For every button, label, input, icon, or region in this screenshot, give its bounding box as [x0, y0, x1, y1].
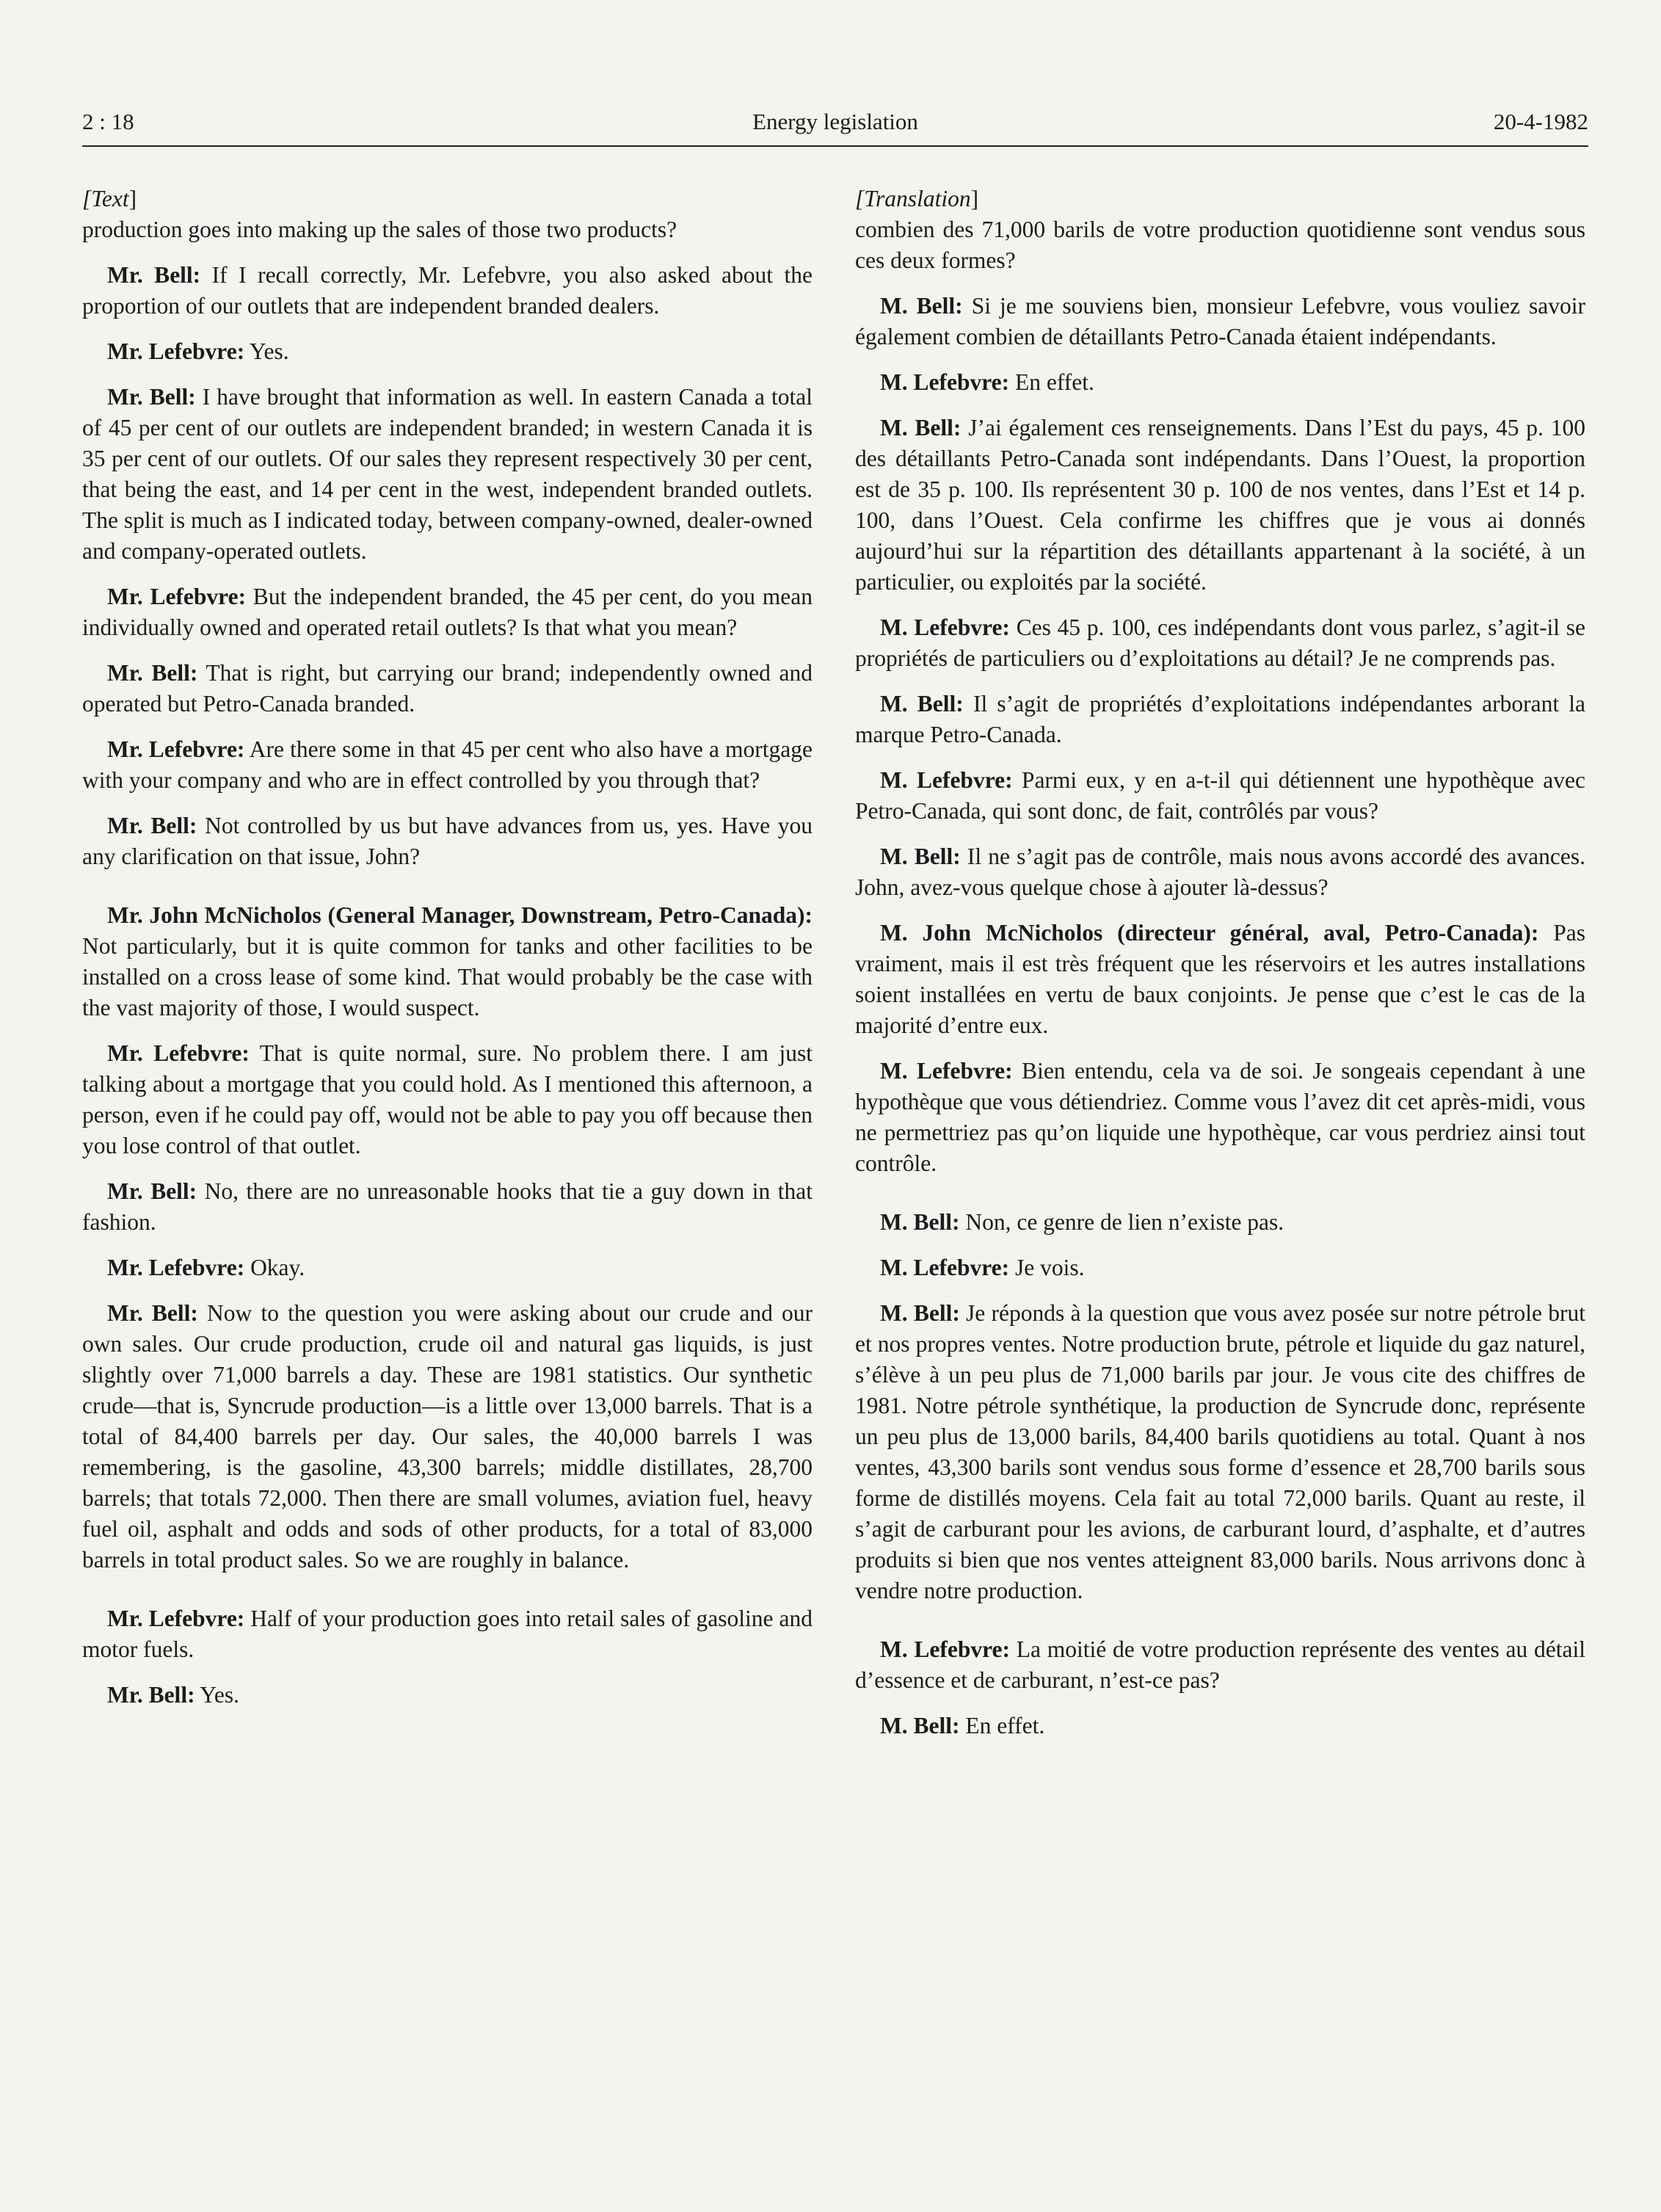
speech-text: Pas vraiment, mais il est très fréquent que les réservoirs et les autres installations soient installées en vertu de baux conjoints. Je pense que c’est le cas de la majorité d’entre eux.: [855, 920, 1585, 1038]
speech-text: Parmi eux, y en a-t-il qui détiennent une hypothèque avec Petro-Canada, qui sont donc, de fait, contrôlés par vous?: [855, 767, 1585, 824]
running-title: Energy legislation: [752, 109, 918, 134]
speech-text: Bien entendu, cela va de soi. Je songeais cependant à une hypothèque que vous détiendriez. Comme vous l’avez dit cet après-midi, vous ne permettriez pas qu’on liquide une hypothèque, car vous perdriez ainsi tout contrôle.: [855, 1058, 1585, 1176]
speaker-name: Mr. Bell:: [107, 262, 201, 288]
speaker-name: Mr. John McNicholos (General Manager, Downstream, Petro-Canada):: [107, 902, 813, 928]
speech-text: En effet.: [1009, 369, 1094, 395]
speaker-name: M. Bell:: [880, 1300, 960, 1326]
transcript-paragraph: [82, 1176, 813, 1238]
column-label: [Text]: [82, 186, 137, 211]
transcript-paragraph: [855, 841, 1585, 903]
speaker-name: Mr. Lefebvre:: [107, 1606, 245, 1631]
transcript-paragraph: [82, 734, 813, 796]
speaker-name: M. Bell:: [880, 1713, 960, 1738]
speaker-name: Mr. Bell:: [107, 384, 196, 410]
speech-text: Non, ce genre de lien n’existe pas.: [959, 1209, 1284, 1235]
transcript-paragraph: [82, 382, 813, 567]
speaker-name: Mr. Lefebvre:: [107, 1255, 245, 1280]
page-header: [82, 109, 1588, 147]
speech-text: production goes into making up the sales of those two products?: [82, 217, 677, 242]
speaker-name: M. Lefebvre:: [880, 767, 1013, 793]
speech-text: Now to the question you were asking about our crude and our own sales. Our crude production, crude oil and natural gas liquids, is just slightly over 71,000 barrels a day. These are 1981 statistics. Our synthetic crude—that is, Syncrude production—is a little over 13,000 barrels. That is a total of 84,400 barrels per day. Our sales, the 40,000 barrels I was remembering, is the gasoline, 43,300 barrels; middle distillates, 28,700 barrels; that totals 72,000. Then there are small volumes, aviation fuel, heavy fuel oil, asphalt and odds and sods of other products, for a total of 83,000 barrels in total product sales. So we are roughly in balance.: [82, 1300, 813, 1573]
speech-text: La moitié de votre production représente des ventes au détail d’essence et de carburant, n’est-ce pas?: [855, 1636, 1585, 1693]
page-number: 2 : 18: [82, 109, 134, 134]
speech-text: Okay.: [244, 1255, 305, 1280]
speaker-name: M. Bell:: [880, 293, 963, 319]
transcript-paragraph: [82, 1298, 813, 1575]
speaker-name: Mr. Lefebvre:: [107, 338, 245, 364]
transcript-paragraph: [82, 1252, 813, 1283]
french-column: [855, 184, 1585, 1756]
speaker-name: M. John McNicholos (directeur général, aval, Petro-Canada):: [880, 920, 1539, 946]
speech-text: Je réponds à la question que vous avez posée sur notre pétrole brut et nos propres ventes. Notre production brute, pétrole et liquide du gaz naturel, s’élève à un peu plus de 71,000 barils par jour. Je vous cite des chiffres de 1981. Notre pétrole synthétique, la production de Syncrude donc, représente un peu plus de 13,000 barils, 84,400 barils quotidiens au total. Quant à nos ventes, 43,300 barils sont vendus sous forme d’essence et 28,700 barils sous forme de distillés moyens. Cela fait au total 72,000 barils. Quant au reste, il s’agit de carburant pour les avions, de carburant lourd, d’asphalte, et d’autres produits si bien que nos ventes atteignent 83,000 barils. Nous arrivons donc à vendre notre production.: [855, 1300, 1586, 1603]
speaker-name: M. Bell:: [880, 691, 964, 717]
transcript-paragraph: [855, 1711, 1585, 1741]
speech-text: Il ne s’agit pas de contrôle, mais nous avons accordé des avances. John, avez-vous quelque chose à ajouter là-dessus?: [855, 844, 1586, 900]
speech-text: Je vois.: [1009, 1255, 1085, 1280]
transcript-paragraph: [855, 291, 1585, 352]
speaker-name: Mr. Bell:: [107, 1300, 198, 1326]
speaker-name: Mr. Lefebvre:: [107, 1040, 250, 1066]
speech-text: I have brought that information as well. In eastern Canada a total of 45 per cent of our outlets are independent branded; in western Canada it is 35 per cent of our outlets. Of our sales they represent respectively 30 per cent, that being the east, and 14 per cent in the west, independent branded outlets. The split is much as I indicated today, between company-owned, dealer-owned and company-operated outlets.: [82, 384, 813, 564]
transcript-paragraph: [82, 1680, 813, 1711]
transcript-paragraph: [855, 918, 1585, 1041]
speaker-name: M. Bell:: [880, 415, 962, 440]
transcript-paragraph: [82, 581, 813, 643]
transcript-paragraph: [855, 1634, 1585, 1696]
speech-text: Si je me souviens bien, monsieur Lefebvre, vous vouliez savoir également combien de détaillants Petro-Canada étaient indépendants.: [855, 293, 1586, 349]
speech-text: Not controlled by us but have advances from us, yes. Have you any clarification on that issue, John?: [82, 813, 813, 869]
speaker-name: M. Bell:: [880, 1209, 960, 1235]
speaker-name: M. Lefebvre:: [880, 1058, 1013, 1084]
english-column: [82, 184, 813, 1725]
speech-text: But the independent branded, the 45 per cent, do you mean individually owned and operated retail outlets? Is that what you mean?: [82, 584, 813, 640]
speech-text: Yes.: [244, 338, 289, 364]
transcript-paragraph: [855, 367, 1585, 398]
speech-text: Are there some in that 45 per cent who also have a mortgage with your company and who are in effect controlled by you through that?: [82, 736, 813, 793]
speech-text: That is right, but carrying our brand; independently owned and operated but Petro-Canada branded.: [82, 660, 813, 717]
transcript-paragraph: [82, 900, 813, 1023]
transcript-paragraph: [855, 214, 1585, 276]
speech-text: Half of your production goes into retail sales of gasoline and motor fuels.: [82, 1606, 813, 1662]
transcript-paragraph: [855, 1056, 1585, 1179]
speaker-name: Mr. Bell:: [107, 813, 197, 838]
transcript-paragraph: [82, 1038, 813, 1161]
speech-text: En effet.: [959, 1713, 1045, 1738]
transcript-paragraph: [855, 1207, 1585, 1238]
speech-text: That is quite normal, sure. No problem there. I am just talking about a mortgage that you could hold. As I mentioned this afternoon, a person, even if he could pay off, would not be able to pay you off because then you lose control of that outlet.: [82, 1040, 813, 1158]
speech-text: Yes.: [195, 1682, 239, 1708]
transcript-paragraph: [82, 214, 813, 245]
speech-text: Il s’agit de propriétés d’exploitations indépendantes arborant la marque Petro-Canada.: [855, 691, 1585, 747]
column-label: [Translation]: [855, 186, 979, 211]
column-label-text: Translation: [864, 186, 971, 211]
speaker-name: Mr. Bell:: [107, 660, 198, 686]
speech-text: combien des 71,000 barils de votre production quotidienne sont vendus sous ces deux formes?: [855, 217, 1585, 273]
column-label-text: Text: [91, 186, 129, 211]
transcript-paragraph: [855, 1298, 1585, 1606]
speaker-name: M. Lefebvre:: [880, 1255, 1010, 1280]
transcript-paragraph: [855, 1252, 1585, 1283]
speaker-name: M. Lefebvre:: [880, 1636, 1010, 1662]
transcript-paragraph: [82, 336, 813, 367]
transcript-paragraph: [82, 658, 813, 719]
page-date: 20-4-1982: [1493, 109, 1588, 134]
speaker-name: Mr. Lefebvre:: [107, 584, 247, 609]
speaker-name: M. Lefebvre:: [880, 369, 1010, 395]
speech-text: If I recall correctly, Mr. Lefebvre, you also asked about the proportion of our outlets that are independent branded dealers.: [82, 262, 813, 319]
transcript-paragraph: [82, 1603, 813, 1665]
transcript-paragraph: [855, 765, 1585, 827]
speech-text: Ces 45 p. 100, ces indépendants dont vous parlez, s’agit-il se propriétés de particuliers ou d’exploitations au détail? Je ne comprends pas.: [855, 614, 1585, 671]
speech-text: Not particularly, but it is quite common for tanks and other facilities to be installed on a cross lease of some kind. That would probably be the case with the vast majority of those, I would suspect.: [82, 933, 813, 1020]
transcript-paragraph: [855, 612, 1585, 674]
speech-text: No, there are no unreasonable hooks that tie a guy down in that fashion.: [82, 1178, 813, 1235]
transcript-paragraph: [855, 689, 1585, 750]
transcript-paragraph: [82, 811, 813, 872]
speaker-name: Mr. Bell:: [107, 1682, 195, 1708]
transcript-paragraph: [855, 413, 1585, 598]
speech-text: J’ai également ces renseignements. Dans l’Est du pays, 45 p. 100 des détaillants Petro-Canada sont indépendants. Dans l’Ouest, la proportion est de 35 p. 100. Ils représentent 30 p. 100 de nos ventes, dans l’Est et 14 p. 100, dans l’Ouest. Cela confirme les chiffres que je vous ai donnés aujourd’hui sur la répartition des détaillants appartenant à la société, à un particulier, ou exploités par la société.: [855, 415, 1585, 595]
speaker-name: Mr. Lefebvre:: [107, 736, 245, 762]
speaker-name: M. Lefebvre:: [880, 614, 1010, 640]
speaker-name: Mr. Bell:: [107, 1178, 197, 1204]
transcript-paragraph: [82, 260, 813, 322]
speaker-name: M. Bell:: [880, 844, 961, 869]
